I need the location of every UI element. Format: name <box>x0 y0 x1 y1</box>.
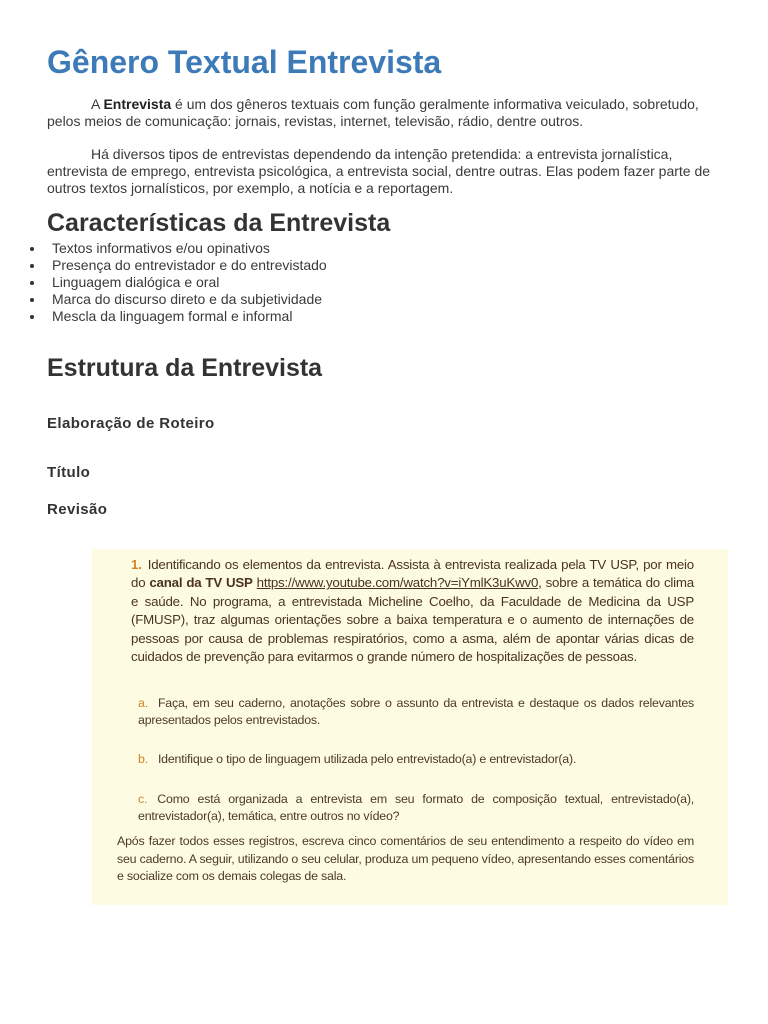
exercise-item-letter: c. <box>138 792 148 806</box>
exercise-statement <box>131 556 694 666</box>
intro-paragraph-1 <box>47 96 727 130</box>
estrutura-step-roteiro: Elaboração de Roteiro <box>47 415 215 432</box>
exercise-item-text: Como está organizada a entrevista em seu formato de composição textual, entrevistado(a), entrevistador(a), temática, entre outros no vídeo? <box>138 792 694 823</box>
exercise-lead-bold: canal da TV USP <box>149 575 253 591</box>
exercise-closing: Após fazer todos esses registros, escreva cinco comentários de seu entendimento a respeito do vídeo em seu caderno. A seguir, utilizando o seu celular, produza um pequeno vídeo, apresentando esses comentários e socialize com os demais colegas de sala. <box>117 834 694 883</box>
exercise-image-box <box>92 549 728 905</box>
exercise-item-letter: a. <box>138 696 148 710</box>
caracteristicas-heading: Características da Entrevista <box>47 209 391 237</box>
exercise-item-c <box>138 791 694 825</box>
page-title: Gênero Textual Entrevista <box>47 44 442 80</box>
intro-p1-prefix: A <box>91 96 104 112</box>
exercise-lead-rest: , sobre a temática do clima e saúde. No programa, a entrevistada Micheline Coelho, da Faculdade de Medicina da USP (FMUSP), traz algumas orientações sobre a baixa temperatura e o aumento de internações de pessoas por causa de problemas respiratórios, como a asma, além de apontar várias dicas de cuidados de prevenção para evitarmos o grande número de hospitalizações de pessoas. <box>131 575 694 665</box>
exercise-number: 1. <box>131 557 142 572</box>
exercise-item-a <box>138 695 694 729</box>
exercise-item-b <box>138 751 694 768</box>
exercise-lead: Identificando os elementos da entrevista. Assista à entrevista realizada pela TV USP, por meio do <box>131 557 694 591</box>
caracteristicas-list <box>28 240 327 325</box>
exercise-item-text: Identifique o tipo de linguagem utilizada pelo entrevistado(a) e entrevistador(a). <box>157 752 577 766</box>
list-item: Textos informativos e/ou opinativos <box>28 240 327 257</box>
list-item: Mescla da linguagem formal e informal <box>28 308 327 325</box>
list-item: Linguagem dialógica e oral <box>28 274 327 291</box>
intro-p1-rest: é um dos gêneros textuais com função geralmente informativa veiculado, sobretudo, pelos meios de comunicação: jornais, revistas, internet, televisão, rádio, dentre outros. <box>47 96 699 129</box>
intro-paragraph-2 <box>47 146 727 197</box>
intro-p1-bold: Entrevista <box>103 96 172 112</box>
list-item: Marca do discurso direto e da subjetividade <box>28 291 327 308</box>
intro-p2-text: Há diversos tipos de entrevistas dependendo da intenção pretendida: a entrevista jornalística, entrevista de emprego, entrevista psicológica, a entrevista social, dentre outras. Elas podem fazer parte de outros textos jornalísticos, por exemplo, a notícia e a reportagem. <box>47 146 711 196</box>
exercise-video-link[interactable]: https://www.youtube.com/watch?v=iYmlK3uKwv0 <box>256 575 539 591</box>
estrutura-step-titulo: Título <box>47 464 91 481</box>
exercise-item-text: Faça, em seu caderno, anotações sobre o assunto da entrevista e destaque os dados relevantes apresentados pelos entrevistados. <box>138 696 694 727</box>
estrutura-heading: Estrutura da Entrevista <box>47 354 323 382</box>
list-item: Presença do entrevistador e do entrevistado <box>28 257 327 274</box>
exercise-item-letter: b. <box>138 752 148 766</box>
estrutura-step-revisao: Revisão <box>47 501 108 518</box>
